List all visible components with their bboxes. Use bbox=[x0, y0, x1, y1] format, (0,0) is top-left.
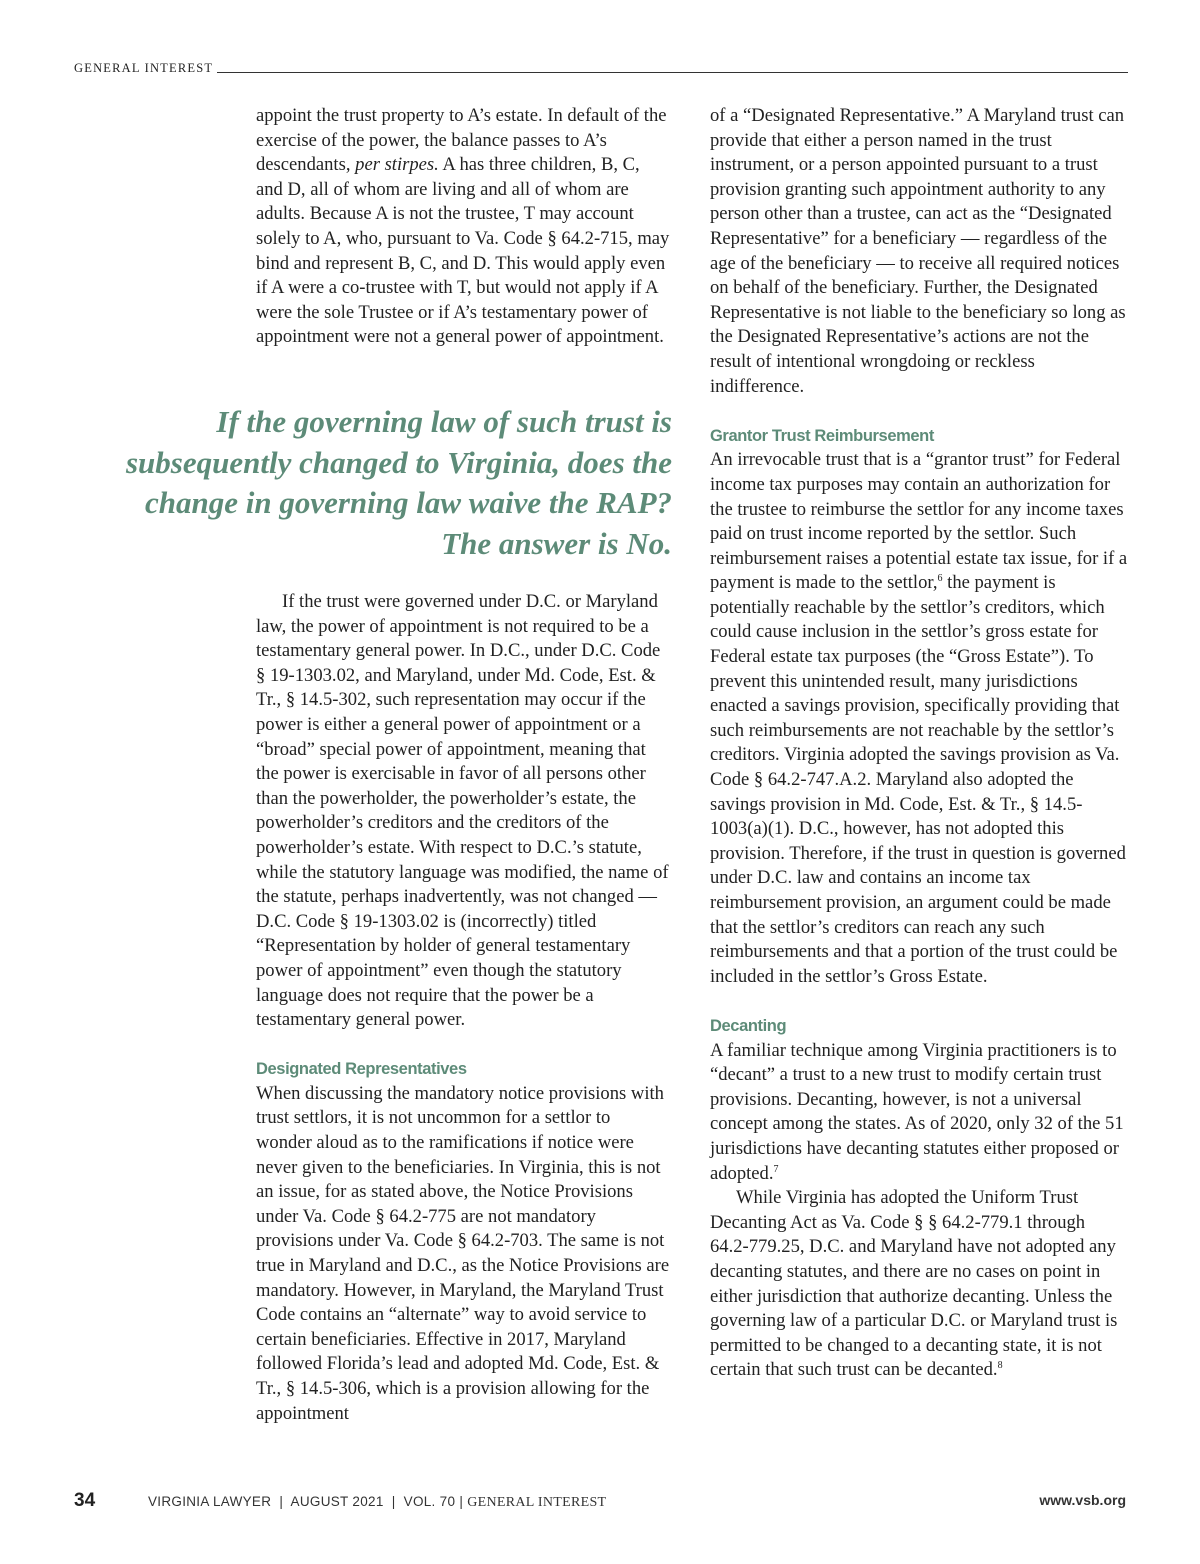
running-header bbox=[74, 60, 1128, 76]
subhead-grantor-trust: Grantor Trust Reimbursement bbox=[710, 426, 934, 445]
paragraph: If the trust were governed under D.C. or Maryland law, the power of appointment is not required to be a testamentary general power. In D.C., under D.C. Code § 19-1303.02, and Maryland, under Md. Code, Est. & Tr., § 14.5-302, such representation may occur if the power is either a general power of appointment or a “broad” special power of appointment, meaning that the power is exercisable in favor of all persons other than the powerholder, the powerholder’s estate, the powerholder’s creditors and the creditors of the powerholder’s estate. With respect to D.C.’s statute, while the statutory language was modified, the name of the statute, perhaps inadvertently, was not changed — D.C. Code § 19-1303.02 is (incorrectly) titled “Representation by holder of general testamentary power of appointment” even though the statutory language does not require that the power be a testamentary general power. bbox=[256, 591, 669, 1031]
footnote-ref[interactable]: 7 bbox=[773, 1163, 779, 1175]
paragraph: An irrevocable trust that is a “grantor trust” for Federal income tax purposes may contain an authorization for the trustee to reimburse the settlor for any income taxes paid on trust income reported by the settlor. Such reimbursement raises a potential estate tax issue, for if a payment is made to the settlor,$^6$ the payment is potentially reachable by the settlor’s creditors, which could cause inclusion in the settlor’s gross estate for Federal estate tax purposes (the “Gross Estate”). To prevent this unintended result, many jurisdictions enacted a savings provision, specifically providing that such reimbursements are not reachable by the settlor’s creditors. Virginia adopted the savings provision as Va. Code § 64.2-747.A.2. Maryland also adopted the savings provision in Md. Code, Est. & Tr., § 14.5-1003(a)(1). D.C., however, has not adopted this provision. Therefore, if the trust in question is governed under D.C. law and contains an income tax reimbursement provision, an argument could be made that the settlor’s creditors can reach any such reimbursements and that a portion of the trust could be included in the settlor’s Gross Estate. bbox=[710, 449, 1128, 987]
publication-info: VIRGINIA LAWYER | AUGUST 2021 | VOL. 70 | GENERAL INTEREST bbox=[148, 1494, 607, 1510]
section-label: GENERAL INTEREST bbox=[74, 60, 217, 76]
paragraph: A familiar technique among Virginia practitioners is to “decant” a trust to a new trust to modify certain trust provisions. Decanting, however, is not a universal concept among the states. As of 2020, only 32 of the 51 jurisdictions have decanting statutes either proposed or adopted.$^7$ bbox=[710, 1039, 1124, 1184]
pull-quote: If the governing law of such trust is subsequently changed to Virginia, does the change in governing law waive the RAP? The answer is No. bbox=[125, 404, 672, 562]
paragraph: When discussing the mandatory notice provisions with trust settlors, it is not uncommon for a settlor to wonder aloud as to the ramifications if notice were never given to the beneficiaries. In Virginia, this is not an issue, for as stated above, the Notice Provisions under Va. Code § 64.2-775 are not mandatory provisions under Va. Code § 64.2-703. The same is not true in Maryland and D.C., as the Notice Provisions are mandatory. However, in Maryland, the Maryland Trust Code contains an “alternate” way to avoid service to certain beneficiaries. Effective in 2017, Maryland followed Florida’s lead and adopted Md. Code, Est. & Tr., § 14.5-306, which is a provision allowing for the appointment bbox=[256, 1082, 670, 1424]
column-2 bbox=[710, 104, 1128, 1383]
page-footer bbox=[74, 1490, 1128, 1514]
website-link[interactable]: www.vsb.org bbox=[1039, 1492, 1126, 1508]
footnote-ref[interactable]: 8 bbox=[997, 1360, 1003, 1372]
paragraph: appoint the trust property to A’s estate. In default of the exercise of the power, the balance passes to A’s descendants, per stirpes. A has three children, B, C, and D, all of whom are living and all of whom are adults. Because A is not the trustee, T may account solely to A, who, pursuant to Va. Code § 64.2-715, may bind and represent B, C, and D. This would apply even if A were a co-trustee with T, but would not apply if A were the sole Trustee or if A’s testamentary power of appointment were not a general power of appointment. bbox=[256, 105, 670, 348]
column-1-top bbox=[256, 104, 670, 350]
paragraph: of a “Designated Representative.” A Maryland trust can provide that either a person named in the trust instrument, or a person appointed pursuant to a trust provision granting such appointment authority to any person other than a trustee, can act as the “Designated Representative” for a beneficiary — regardless of the age of the beneficiary — to receive all required notices on behalf of the beneficiary. Further, the Designated Representative is not liable to the beneficiary so long as the Designated Representative’s actions are not the result of intentional wrongdoing or reckless indifference. bbox=[710, 105, 1126, 397]
subhead-designated-representatives: Designated Representatives bbox=[256, 1060, 467, 1079]
subhead-decanting: Decanting bbox=[710, 1016, 787, 1035]
header-rule bbox=[74, 72, 1128, 73]
footnote-ref[interactable]: 6 bbox=[937, 573, 943, 585]
paragraph: While Virginia has adopted the Uniform Trust Decanting Act as Va. Code § § 64.2-779.1 through 64.2-779.25, D.C. and Maryland have not adopted any decanting statutes, and there are no cases on point in either jurisdiction that authorize decanting. Unless the governing law of a particular D.C. or Maryland trust is permitted to be changed to a decanting state, it is not certain that such trust can be decanted.$^8$ bbox=[710, 1187, 1118, 1381]
page-number: 34 bbox=[74, 1490, 96, 1511]
column-1-bottom bbox=[256, 590, 670, 1426]
